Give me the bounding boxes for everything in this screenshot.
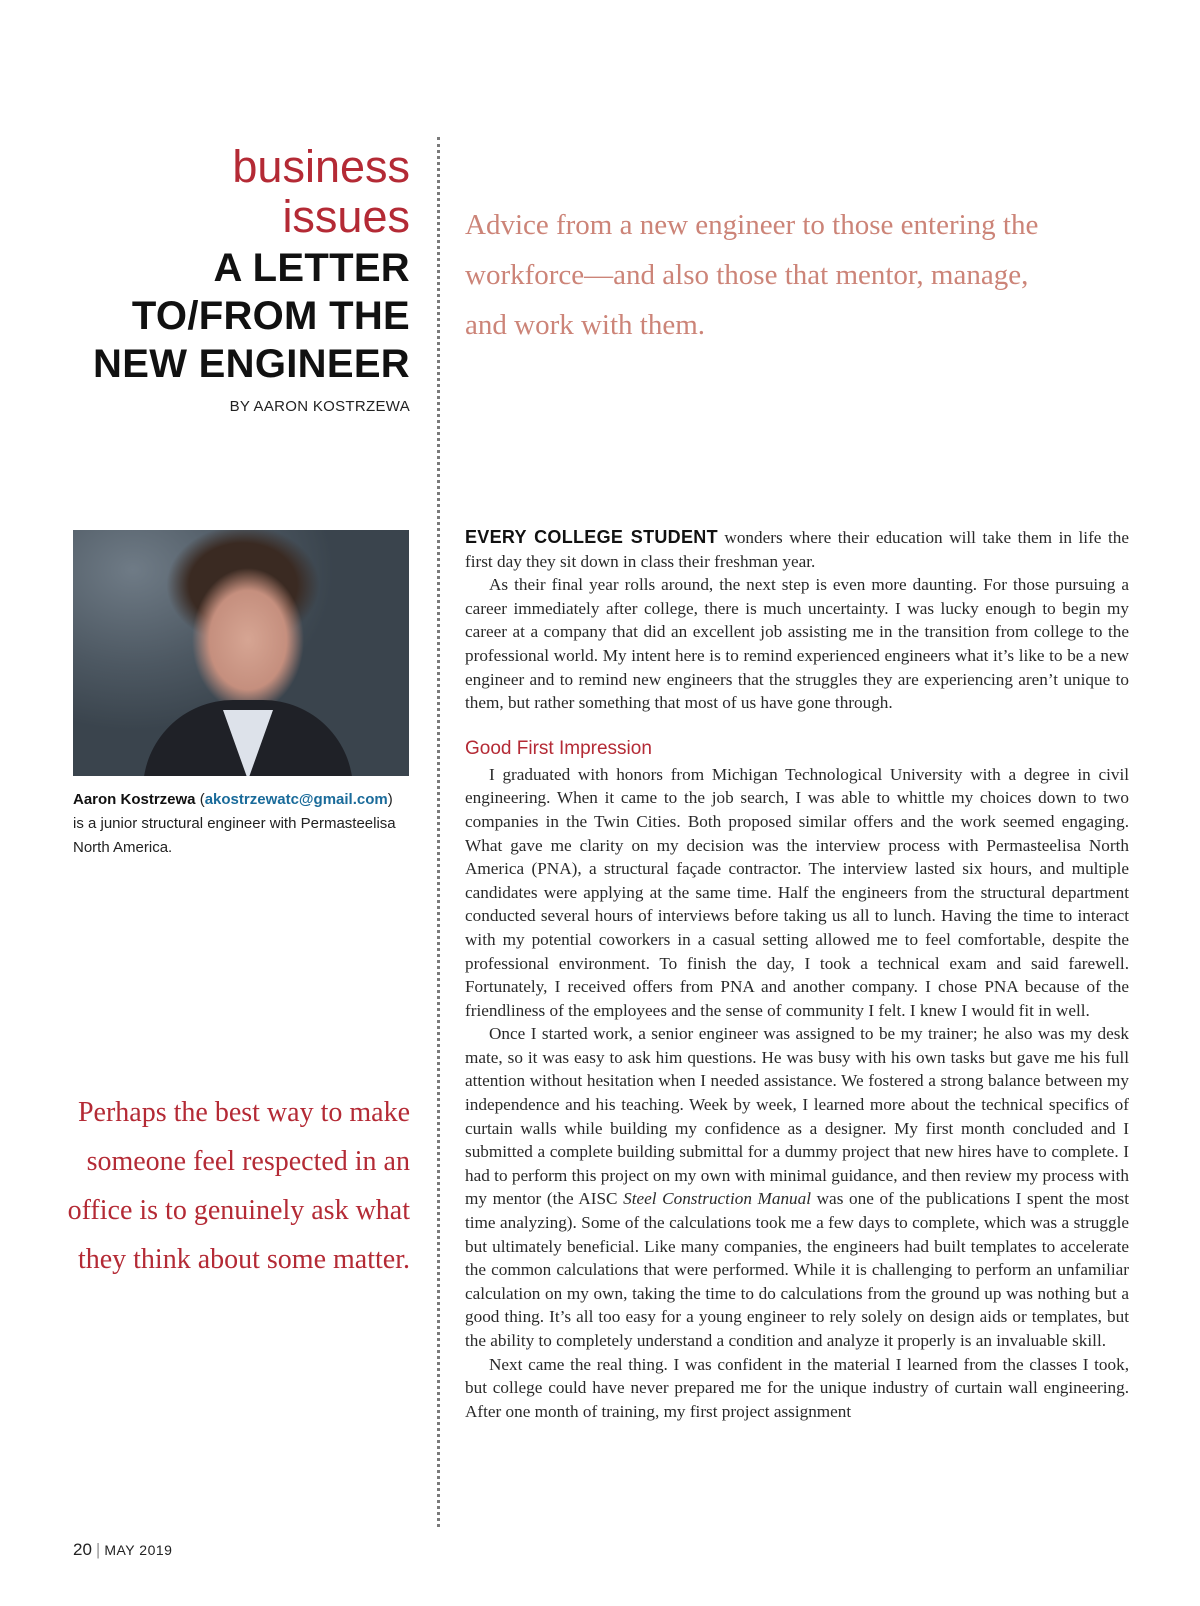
title-line-1: A LETTER <box>213 246 410 290</box>
issue-date: MAY 2019 <box>104 1542 173 1558</box>
paragraph-5: Next came the real thing. I was confident in the material I learned from the classes I took, but college could have never prepared me for the unique industry of curtain wall engineering. After one month of training, my first project assignment <box>465 1354 1129 1421</box>
paragraph-3: I graduated with honors from Michigan Technological University with a degree in civil engineering. When it came to the job search, I was able to whittle my choices down to two companies in the Twin Cities. Both proposed similar offers and the work seemed engaging. What gave me clarity on my decision was the interview process with Permasteelisa North America (PNA), a structural façade contractor. The interview lasted six hours, and multiple candidates were applying at the same time. Half the engineers from the structural department conducted several hours of interviews before taking us all to lunch. Having the time to interact with my potential coworkers in a casual setting allowed me to feel comfortable, despite the professional environment. To finish the day, I took a technical exam and said farewell. Fortunately, I received offers from PNA and another company. I chose PNA because of the friendliness of the employees and the sense of community I felt. I knew I would fit in well. <box>465 764 1129 1020</box>
section-line-1: business <box>232 141 410 192</box>
article-title <box>0 244 410 388</box>
article-body <box>465 526 1129 1423</box>
folio-separator: | <box>95 1540 101 1559</box>
lead-in: EVERY COLLEGE STUDENT <box>465 527 718 547</box>
paragraph-4-text-a: Once I started work, a senior engineer was assigned to be my trainer; he also was my desk mate, so it was easy to ask him questions. He was busy with his own tasks but gave me his full attention without hesitation when I needed assistance. We fostered a strong balance between my independence and his teaching. Week by week, I learned more about the technical specifics of curtain walls while building my confidence as a designer. My first month concluded and I submitted a complete building submittal for a dummy project that new hires have to complete. I had to perform this project on my own with minimal guidance, and then review my process with my mentor (the AISC <box>465 1024 1129 1209</box>
author-caption <box>73 788 413 860</box>
author-name: Aaron Kostrzewa <box>73 791 196 808</box>
publication-title: Steel Construction Manual <box>623 1189 812 1209</box>
page-folio <box>73 1540 172 1560</box>
caption-open-paren: ( <box>195 791 205 808</box>
title-line-2: TO/FROM THE <box>131 294 410 338</box>
paragraph-1 <box>465 526 1129 573</box>
caption-close-paren: ) <box>387 791 393 808</box>
pull-quote: Perhaps the best way to make someone feel respected in an office is to genuinely ask what they think about some matter. <box>67 1097 410 1275</box>
author-email-link[interactable]: akostrzewatc@gmail.com <box>204 791 388 808</box>
author-photo <box>73 530 409 776</box>
page-number: 20 <box>73 1540 92 1559</box>
dotted-divider <box>437 137 440 1527</box>
title-line-3: NEW ENGINEER <box>93 342 410 386</box>
paragraph-4 <box>465 1022 1129 1352</box>
subhead: Good First Impression <box>465 737 652 759</box>
paragraph-2: As their final year rolls around, the next step is even more daunting. For those pursuing a career immediately after college, there is much uncertainty. I was lucky enough to begin my career at a company that did an excellent job assisting me in the transition from college to the professional world. My intent here is to remind experienced engineers what it’s like to be a new engineer and to remind new engineers that the struggles they are experiencing aren’t unique to them, but rather something that most of us have gone through. <box>465 575 1129 713</box>
paragraph-1-text: wonders where their education will take them in life the first day they sit down in class their freshman year. <box>465 528 1129 571</box>
author-description: is a junior structural engineer with Permasteelisa North America. <box>73 815 396 856</box>
byline: BY AARON KOSTRZEWA <box>229 398 410 415</box>
article-deck: Advice from a new engineer to those entering the workforce—and also those that mentor, manage, and work with them. <box>465 209 1039 341</box>
section-line-2: issues <box>282 191 410 242</box>
paragraph-4-text-b: was one of the publications I spent the most time analyzing). Some of the calculations took me a few days to complete, which was a struggle but ultimately beneficial. Like many companies, the engineers had built templates to accelerate the common calculations that were performed. While it is challenging to perform an unfamiliar calculation on my own, taking the time to do calculations from the ground up was nothing but a good thing. It’s all too easy for a young engineer to rely solely on design aids or templates, but the ability to completely understand a condition and analyze it properly is an invaluable skill. <box>465 1189 1130 1350</box>
section-kicker <box>50 142 410 242</box>
